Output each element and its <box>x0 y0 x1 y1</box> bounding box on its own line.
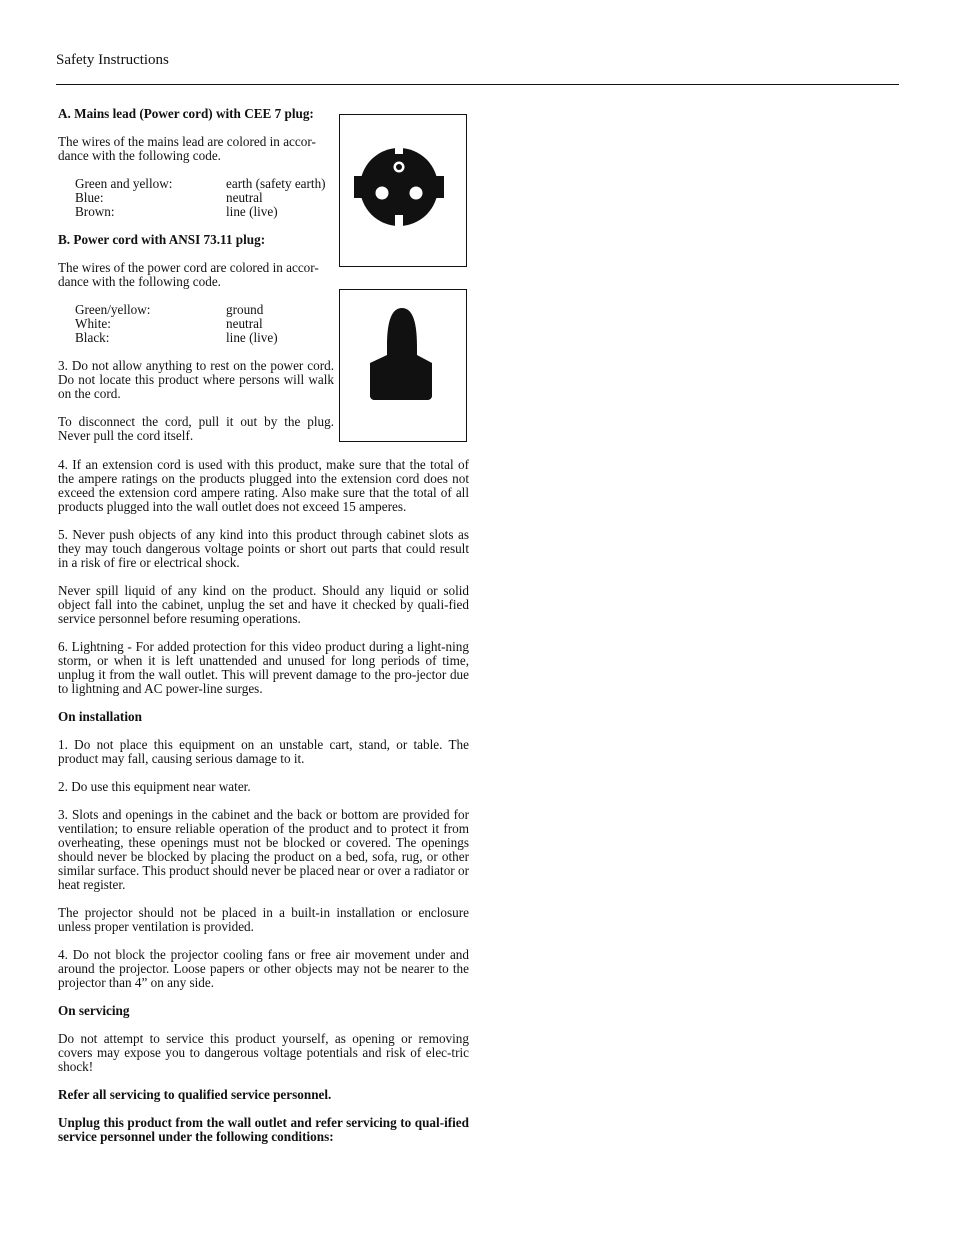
section-b-codes <box>75 303 334 345</box>
code-row <box>75 303 334 317</box>
code-color: Green/yellow: <box>75 302 151 317</box>
paragraph-4: 4. If an extension cord is used with this product, make sure that the total of the ampere ratings on the products plugged into the extension cord does not exceed the extension cord ampere rating. Also make sure that the total of all products plugged into the wall outlet does not exceed 15 amperes. <box>58 457 469 514</box>
code-meaning: neutral <box>226 190 263 205</box>
section-b-intro: The wires of the power cord are colored in accor-dance with the following code. <box>58 260 319 289</box>
section-a-intro: The wires of the mains lead are colored in accor-dance with the following code. <box>58 134 316 163</box>
servicing-heading: On servicing <box>58 1003 130 1018</box>
installation-item-3: 3. Slots and openings in the cabinet and the back or bottom are provided for ventilation; to ensure reliable operation of the product and to protect it from overheating, these openings must not be blocked or covered. The openings should never be blocked by placing the product on a bed, sofa, rug, or other similar surface. This product should never be placed near or over a radiator or heat register. <box>58 807 469 892</box>
code-color: Black: <box>75 330 110 345</box>
paragraph-5: 5. Never push objects of any kind into this product through cabinet slots as they may touch dangerous voltage points or short out parts that could result in a risk of fire or electrical shock. <box>58 527 469 570</box>
servicing-refer: Refer all servicing to qualified service personnel. <box>58 1087 332 1102</box>
code-row <box>75 205 334 219</box>
power-cord-section <box>58 107 334 457</box>
servicing-unplug: Unplug this product from the wall outlet and refer servicing to qual-ified service personnel under the following conditions: <box>58 1115 469 1144</box>
paragraph-spill: Never spill liquid of any kind on the product. Should any liquid or solid object fall into the cabinet, unplug the set and have it checked by quali-fied service personnel before resuming operations. <box>58 583 469 626</box>
ansi-plug-icon <box>340 290 466 441</box>
code-row <box>75 191 334 205</box>
paragraph-disconnect: To disconnect the cord, pull it out by the plug. Never pull the cord itself. <box>58 414 334 443</box>
code-meaning: earth (safety earth) <box>226 176 326 191</box>
code-row <box>75 317 334 331</box>
cee7-plug-figure <box>339 114 467 267</box>
code-color: Green and yellow: <box>75 176 173 191</box>
servicing-text: Do not attempt to service this product yourself, as opening or removing covers may expose you to dangerous voltage potentials and risk of elec-tric shock! <box>58 1031 469 1074</box>
code-color: Brown: <box>75 204 115 219</box>
paragraph-3: 3. Do not allow anything to rest on the power cord. Do not locate this product where persons will walk on the cord. <box>58 358 334 401</box>
section-a-codes <box>75 177 334 219</box>
page-header: Safety Instructions <box>56 52 169 68</box>
paragraph-6: 6. Lightning - For added protection for this video product during a light-ning storm, or when it is left unattended and unused for long periods of time, unplug it from the wall outlet. This will prevent damage to the pro-jector due to lightning and AC power-line surges. <box>58 639 469 696</box>
main-text <box>58 458 469 1158</box>
installation-heading: On installation <box>58 709 142 724</box>
code-row <box>75 177 334 191</box>
installation-item-enclosure: The projector should not be placed in a built-in installation or enclosure unless proper ventilation is provided. <box>58 905 469 934</box>
installation-item-2: 2. Do use this equipment near water. <box>58 779 251 794</box>
section-a-heading: A. Mains lead (Power cord) with CEE 7 plug: <box>58 106 314 121</box>
code-meaning: line (live) <box>226 330 278 345</box>
code-color: White: <box>75 316 111 331</box>
code-meaning: ground <box>226 302 264 317</box>
code-meaning: neutral <box>226 316 263 331</box>
code-meaning: line (live) <box>226 204 278 219</box>
installation-item-4: 4. Do not block the projector cooling fans or free air movement under and around the projector. Loose papers or other objects may not be nearer to the projector than 4” on any side. <box>58 947 469 990</box>
header-rule <box>56 84 899 85</box>
code-row <box>75 331 334 345</box>
cee7-plug-icon <box>340 115 466 266</box>
code-color: Blue: <box>75 190 104 205</box>
installation-item-1: 1. Do not place this equipment on an unstable cart, stand, or table. The product may fall, causing serious damage to it. <box>58 737 469 766</box>
ansi-plug-figure <box>339 289 467 442</box>
section-b-heading: B. Power cord with ANSI 73.11 plug: <box>58 232 266 247</box>
